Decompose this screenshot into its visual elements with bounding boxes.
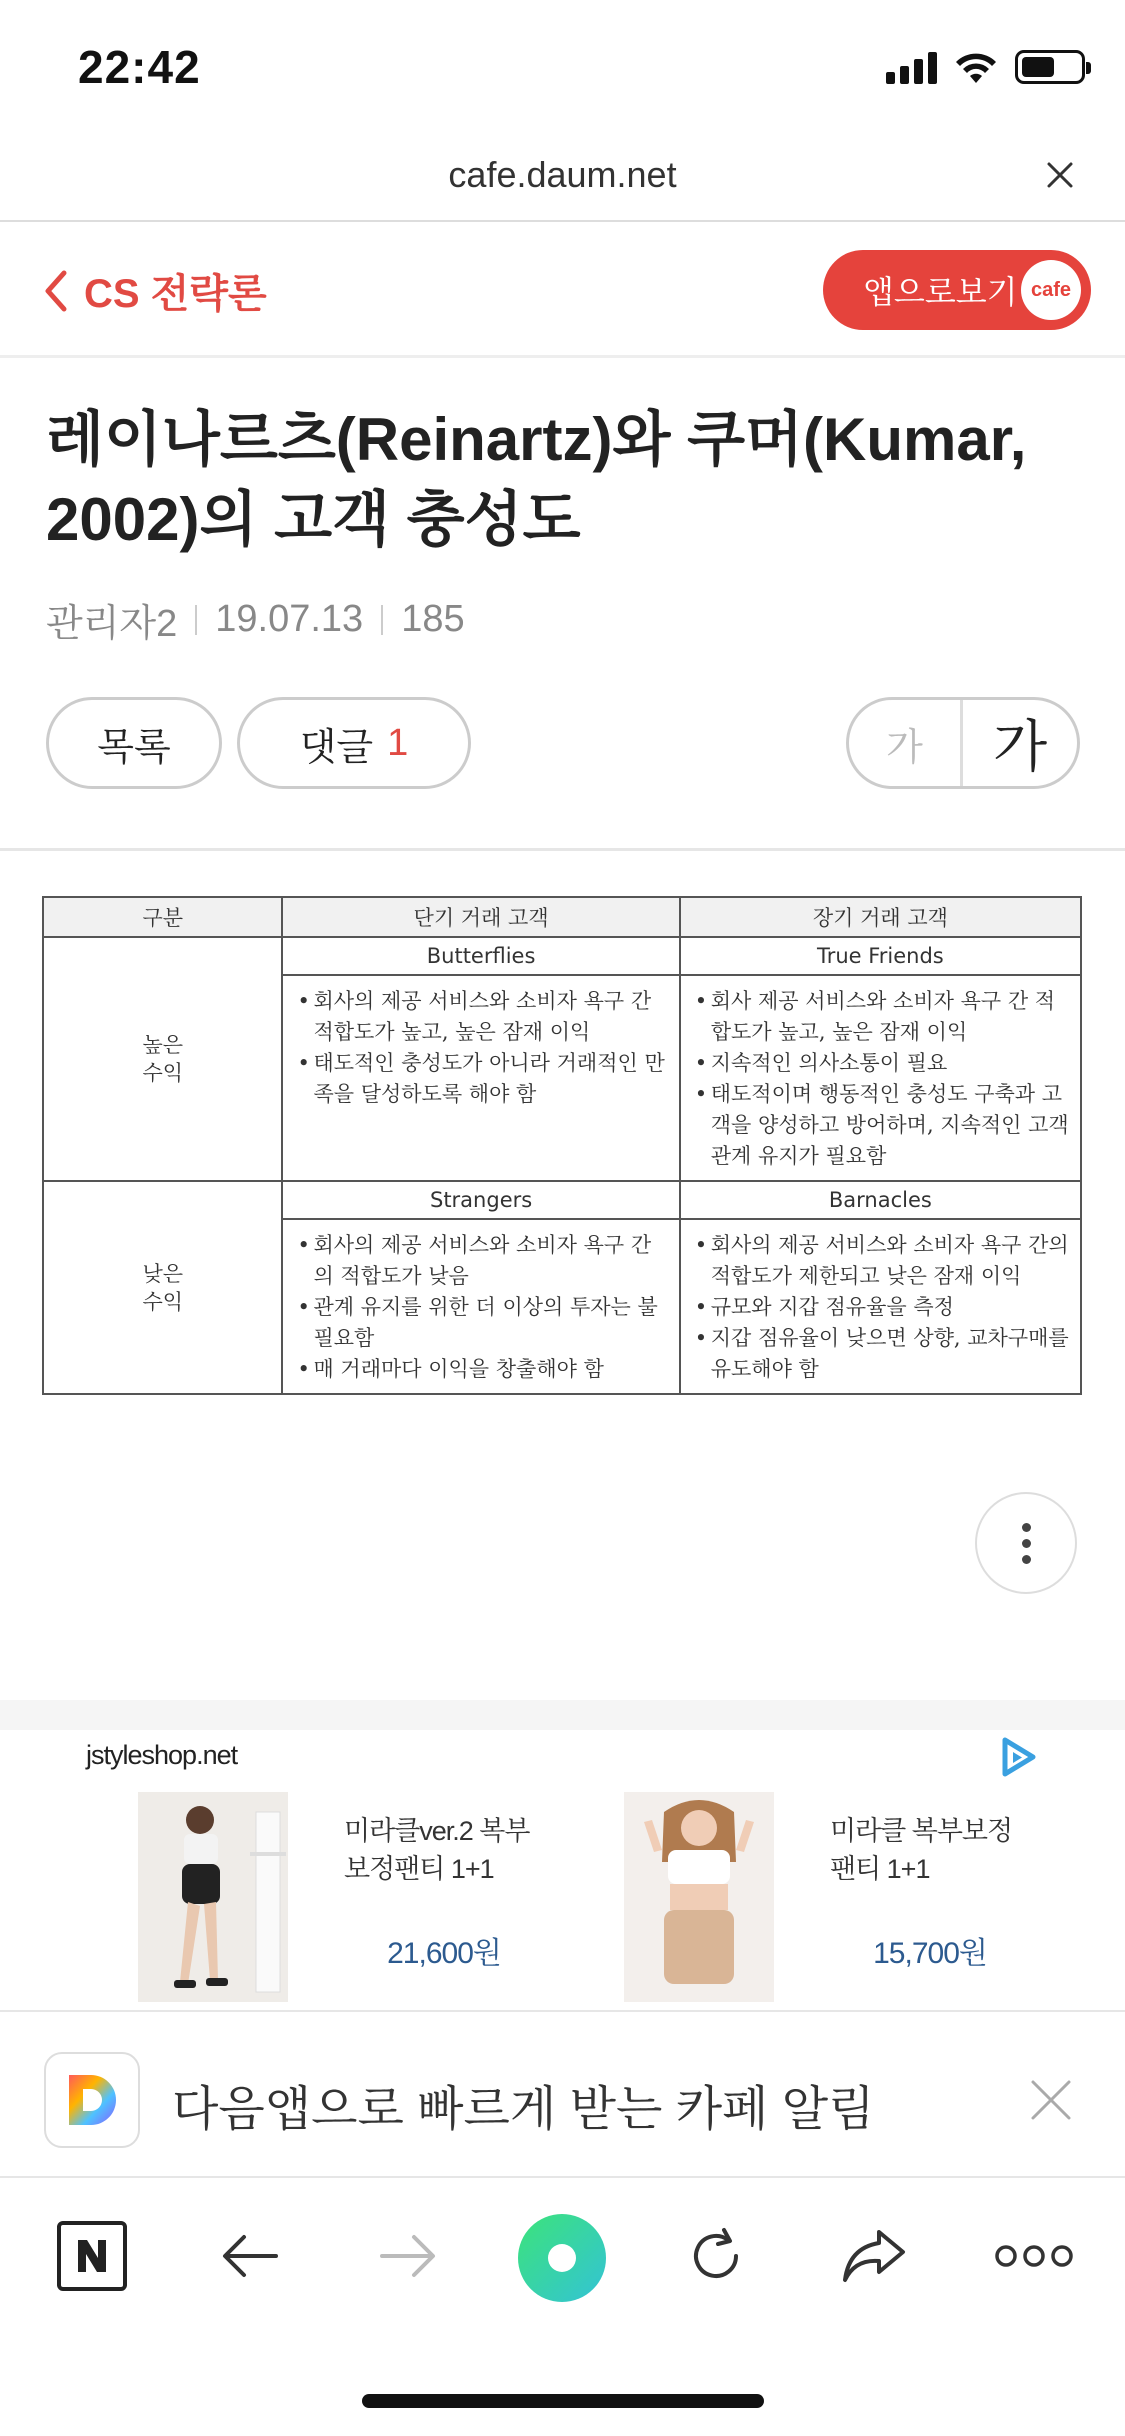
list-item: • 회사의 제공 서비스와 소비자 욕구 간 적합도가 높고, 높은 잠재 이익	[297, 986, 670, 1048]
naver-home-button[interactable]	[54, 2218, 130, 2294]
table-header-long-term: 장기 거래 고객	[680, 897, 1081, 937]
row-label-low-profit: 낮은 수익	[43, 1181, 282, 1394]
back-button[interactable]	[212, 2218, 288, 2294]
cafe-header	[0, 222, 1125, 358]
product-price: 21,600원	[387, 1937, 501, 1970]
comment-label: 댓글	[299, 726, 374, 769]
green-dot-button[interactable]	[516, 2212, 608, 2304]
font-larger-button[interactable]: 가	[992, 715, 1048, 778]
article-meta	[46, 592, 465, 647]
list-item: • 회사의 제공 서비스와 소비자 욕구 간의 적합도가 낮음	[297, 1230, 670, 1292]
table-header-short-term: 단기 거래 고객	[282, 897, 679, 937]
table-cell	[680, 975, 1081, 1181]
battery-icon	[1015, 50, 1085, 84]
cafe-logo-icon: cafe	[1021, 260, 1081, 320]
table-cell	[680, 1219, 1081, 1394]
more-options-button[interactable]	[975, 1492, 1077, 1594]
daum-logo-icon	[61, 2069, 123, 2131]
more-menu-button[interactable]	[994, 2218, 1074, 2294]
status-time: 22:42	[78, 41, 201, 93]
type-true-friends: True Friends	[680, 937, 1081, 975]
list-button[interactable]: 목록	[46, 697, 222, 789]
app-promo-banner[interactable]	[0, 2010, 1125, 2178]
list-item: • 회사의 제공 서비스와 소비자 욕구 간의 적합도가 제한되고 낮은 잠재 이익	[695, 1230, 1072, 1292]
type-butterflies: Butterflies	[282, 937, 679, 975]
wifi-icon	[955, 50, 997, 84]
type-strangers: Strangers	[282, 1181, 679, 1219]
font-size-toggle	[846, 697, 1080, 789]
font-smaller-button[interactable]: 가	[849, 700, 963, 786]
app-promo-text: 다음앱으로 빠르게 받는 카페 알림	[172, 2083, 875, 2136]
dot	[1022, 1555, 1031, 1564]
ad-separator	[0, 1700, 1125, 1730]
comment-button[interactable]	[237, 697, 471, 789]
list-item: • 회사 제공 서비스와 소비자 욕구 간 적합도가 높고, 높은 잠재 이익	[695, 986, 1072, 1048]
customer-loyalty-table	[42, 896, 1082, 1395]
home-indicator[interactable]	[362, 2394, 764, 2408]
product-price: 15,700원	[873, 1937, 987, 1970]
naver-icon	[56, 2220, 128, 2292]
url-bar[interactable]	[0, 140, 1125, 222]
open-in-app-button[interactable]	[823, 250, 1091, 330]
browser-toolbar	[0, 2180, 1125, 2340]
status-icons	[886, 50, 1085, 84]
meta-divider	[381, 605, 383, 635]
share-button[interactable]	[836, 2218, 912, 2294]
product-image	[138, 1792, 288, 2002]
cafe-name: CS 전략론	[84, 272, 267, 316]
forward-button[interactable]	[370, 2218, 446, 2294]
share-arrow-icon	[839, 2226, 909, 2286]
view-count: 185	[401, 598, 465, 640]
open-in-app-label: 앱으로보기	[863, 274, 1018, 310]
ad-choices-icon[interactable]	[997, 1736, 1039, 1778]
arrow-right-icon	[378, 2231, 438, 2281]
product-name: 미라클 복부보정팬티 1+1	[830, 1816, 1013, 1884]
list-item: • 매 거래마다 이익을 창출해야 함	[297, 1354, 670, 1385]
dot	[1022, 1539, 1031, 1548]
comment-count: 1	[387, 721, 409, 764]
table-cell	[282, 975, 679, 1181]
dot	[1022, 1523, 1031, 1532]
more-dots-icon	[994, 2241, 1074, 2271]
refresh-icon	[684, 2224, 748, 2288]
green-dot-icon	[516, 2212, 608, 2304]
list-item: • 규모와 지갑 점유율을 측정	[695, 1292, 1072, 1323]
cellular-signal-icon	[886, 50, 937, 84]
url-text: cafe.daum.net	[448, 154, 677, 195]
status-bar	[0, 0, 1125, 140]
author[interactable]: 관리자2	[46, 603, 178, 645]
article-body-table-image	[42, 896, 1082, 1395]
close-icon[interactable]	[1037, 152, 1083, 198]
refresh-button[interactable]	[678, 2218, 754, 2294]
post-date: 19.07.13	[215, 598, 364, 640]
daum-app-icon	[44, 2052, 140, 2148]
product-image	[624, 1792, 774, 2002]
close-icon[interactable]	[1029, 2078, 1073, 2122]
meta-divider	[195, 605, 197, 635]
chevron-left-icon	[40, 267, 70, 315]
table-header-category: 구분	[43, 897, 282, 937]
list-item: • 태도적이며 행동적인 충성도 구축과 고객을 양성하고 방어하며, 지속적인 고객 관계 유지가 필요함	[695, 1079, 1072, 1172]
list-item: • 지속적인 의사소통이 필요	[695, 1048, 1072, 1079]
back-to-cafe-button[interactable]	[40, 262, 267, 319]
table-cell	[282, 1219, 679, 1394]
list-item: • 지갑 점유율이 낮으면 상향, 교차구매를 유도해야 함	[695, 1323, 1072, 1385]
ad-source[interactable]: jstyleshop.net	[86, 1740, 238, 1770]
row-label-high-profit: 높은 수익	[43, 937, 282, 1181]
ad-banner	[0, 1730, 1125, 2010]
list-item: • 태도적인 충성도가 아니라 거래적인 만족을 달성하도록 해야 함	[297, 1048, 670, 1110]
arrow-left-icon	[220, 2231, 280, 2281]
list-item: • 관계 유지를 위한 더 이상의 투자는 불필요함	[297, 1292, 670, 1354]
product-name: 미라클ver.2 복부보정팬티 1+1	[344, 1816, 530, 1884]
type-barnacles: Barnacles	[680, 1181, 1081, 1219]
content-divider	[0, 848, 1125, 851]
article-title: 레이나르츠(Reinartz)와 쿠머(Kumar, 2002)의 고객 충성도	[46, 406, 1027, 553]
